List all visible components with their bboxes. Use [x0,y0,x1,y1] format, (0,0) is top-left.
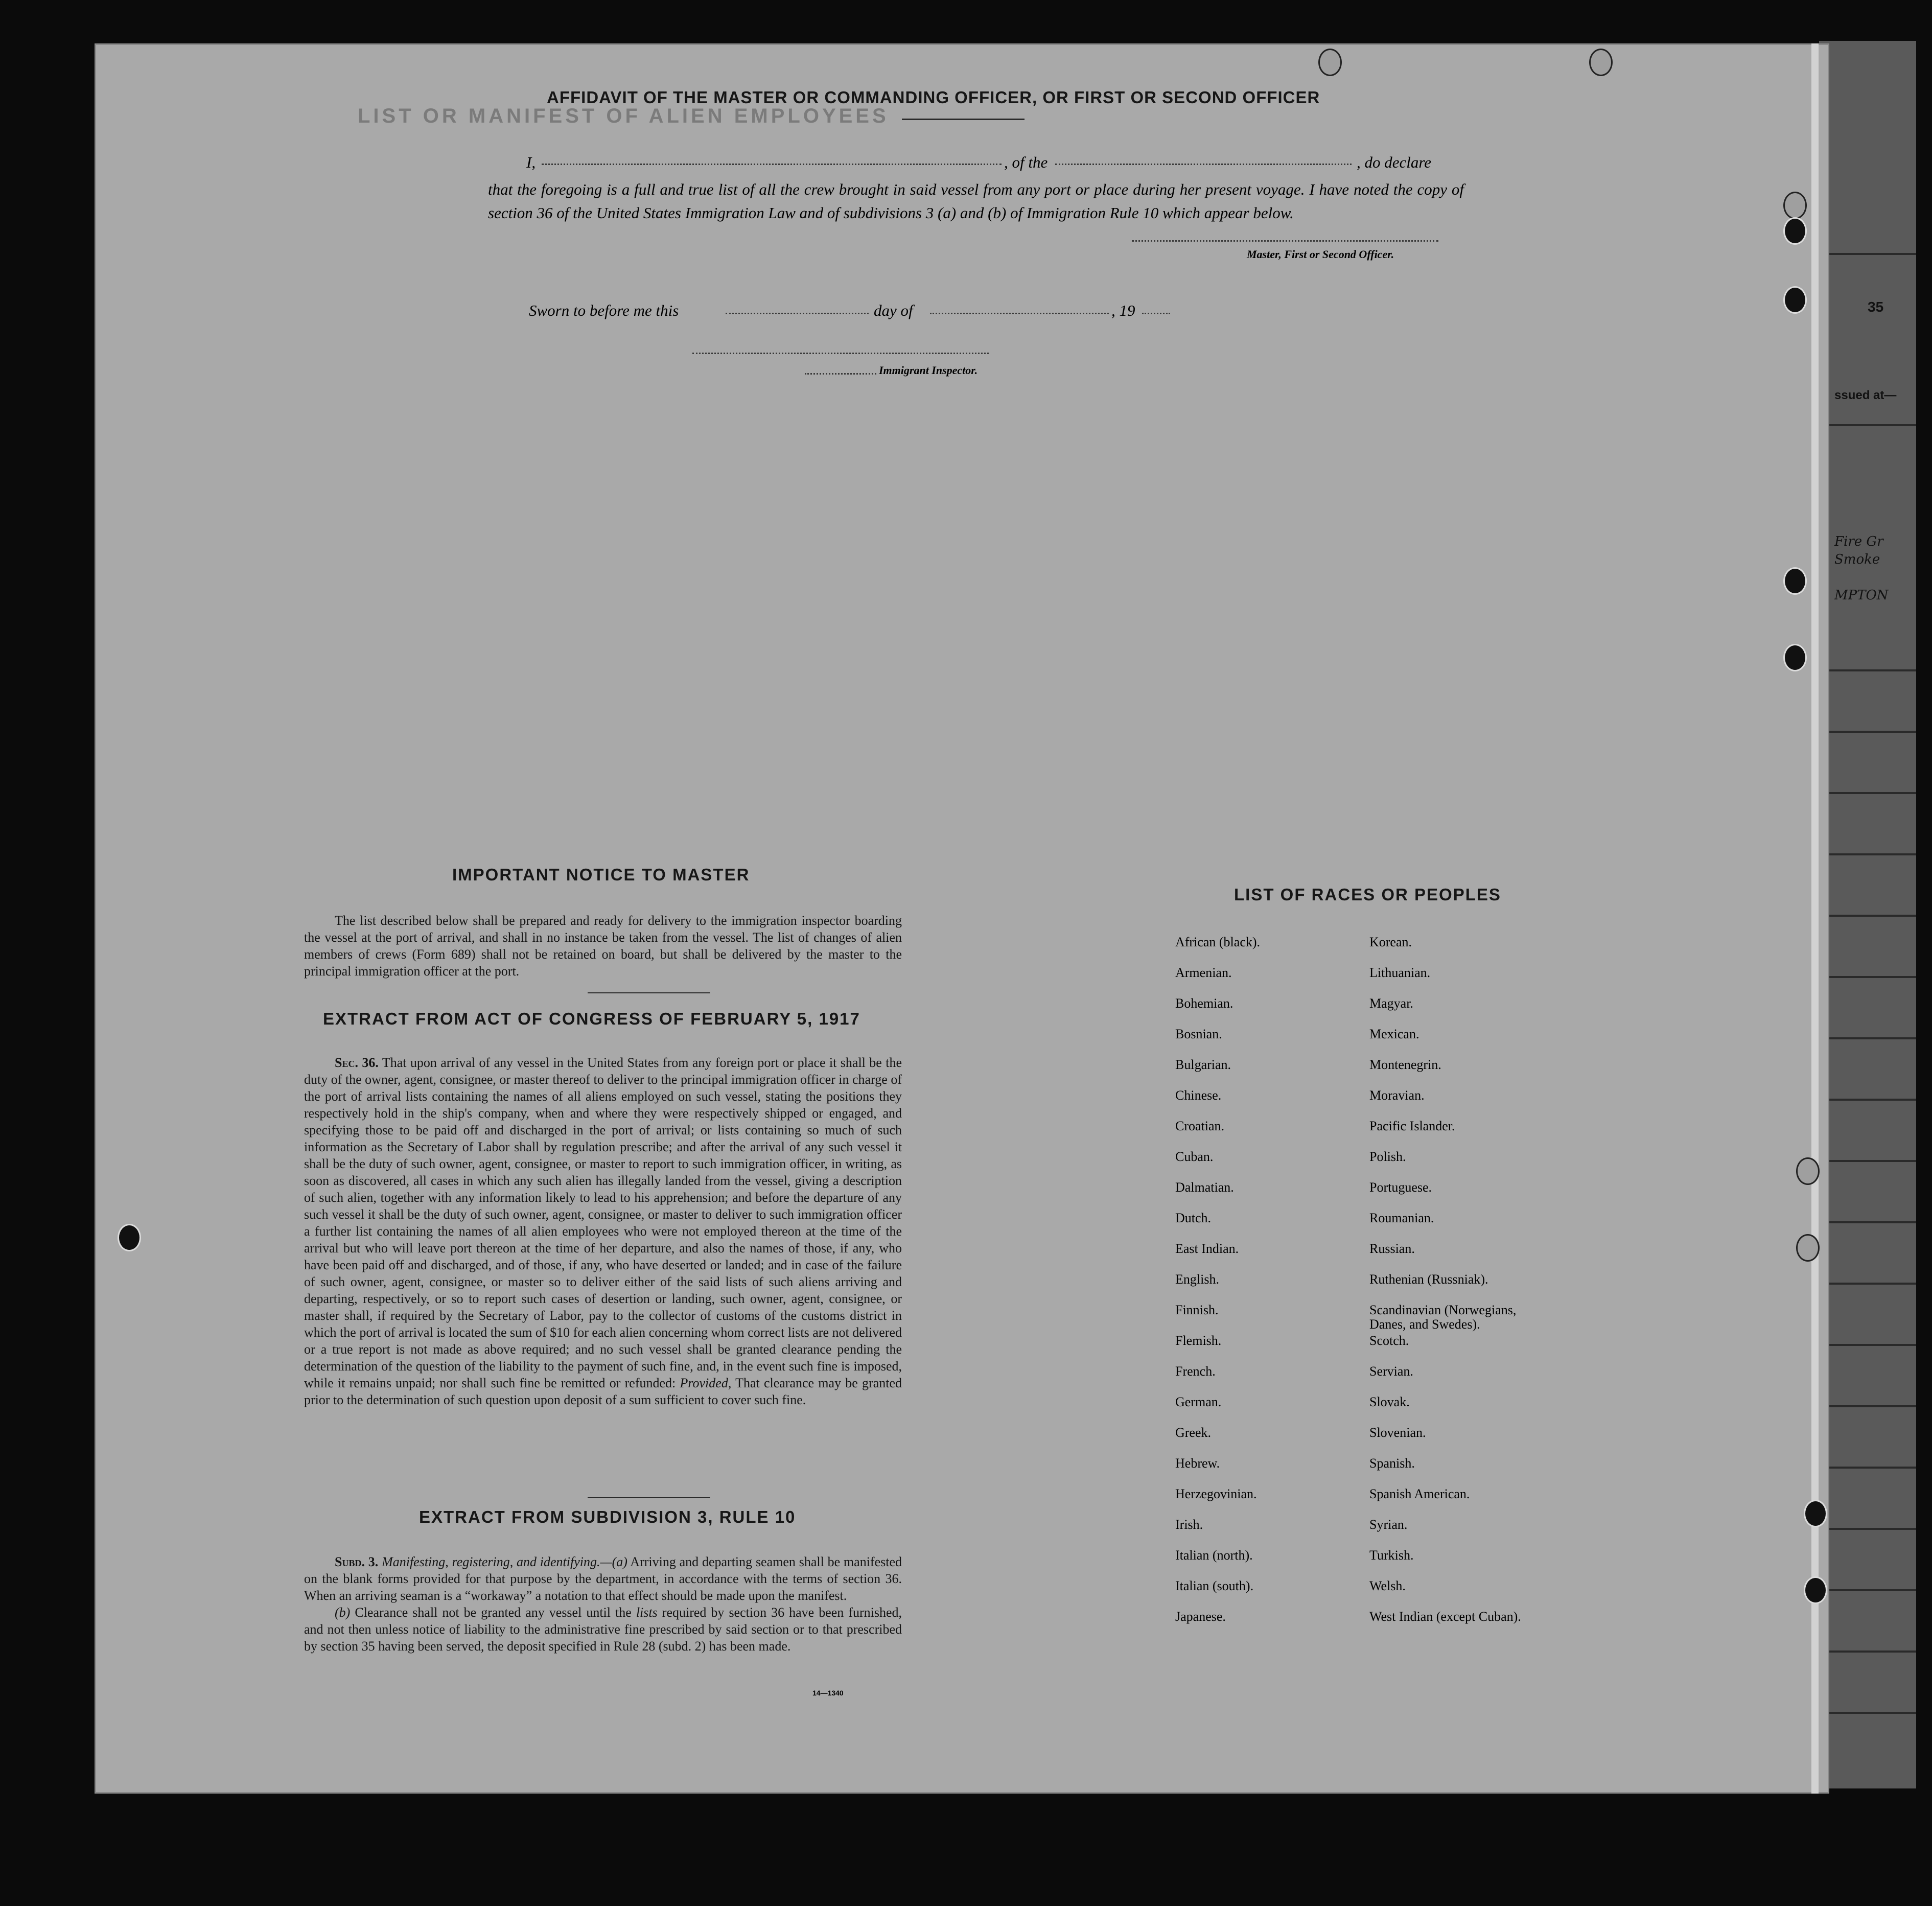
paragraph-b-text-cont: required by section 36 have been furnished, and not then unless notice of liability to the administrative fine prescribed by said section or to that prescribed by section 35 having been served, the deposit specified in Rule 28 (subd. 2) has been made. [304,1605,902,1654]
races-title: LIST OF RACES OR PEOPLES [1234,885,1501,904]
punch-hole [1783,286,1807,314]
race-item: Turkish. [1369,1548,1414,1563]
race-item: Flemish. [1175,1333,1222,1348]
race-item: Lithuanian. [1369,965,1431,980]
race-item: Herzegovinian. [1175,1486,1257,1501]
sworn-prefix: Sworn to before me this [529,301,679,319]
race-item: West Indian (except Cuban). [1369,1609,1521,1624]
sworn-month-blank [930,313,1109,314]
race-item: Bosnian. [1175,1027,1222,1041]
race-item: Spanish. [1369,1456,1415,1471]
race-item: Ruthenian (Russniak). [1369,1272,1488,1287]
edge-text: ssued at— [1834,388,1897,402]
race-item: English. [1175,1272,1219,1287]
signature-blank [1132,240,1438,242]
affidavit-title: AFFIDAVIT OF THE MASTER OR COMMANDING OFFICER, OR FIRST OR SECOND OFFICER [547,88,1320,107]
race-item: Japanese. [1175,1609,1226,1624]
race-item: Roumanian. [1369,1211,1434,1225]
inspector-lead [805,373,876,375]
race-item: Scandinavian (Norwegians, Danes, and Swedes). [1369,1303,1517,1332]
section-divider [588,992,710,993]
race-item: Slovak. [1369,1394,1410,1409]
inspector-caption: Immigrant Inspector. [879,364,978,377]
punch-hole [1783,567,1807,595]
paragraph-a-text: Arriving and departing seamen shall be manifested on the blank forms provided for that purpose by the department, in accordance with the terms of section 36. When an arriving seaman is a “workaway” a notation to that effect should be made upon the manifest. [304,1554,902,1603]
paragraph-b-lists: lists [636,1605,658,1620]
section-label: Sec. 36. [335,1055,379,1070]
punch-hole [1804,1500,1827,1527]
race-item: Armenian. [1175,965,1232,980]
race-item: Montenegrin. [1369,1057,1441,1072]
race-item: Bohemian. [1175,996,1233,1011]
handwritten-note: MPTON [1834,588,1889,603]
race-item: African (black). [1175,935,1261,949]
rule-paragraph-a [304,1553,902,1604]
punch-hole [1783,192,1807,219]
form-number: 14—1340 [812,1689,844,1697]
race-item: Magyar. [1369,996,1413,1011]
race-item: German. [1175,1394,1222,1409]
page-edge [1811,43,1819,1794]
race-item: Servian. [1369,1364,1413,1379]
name-blank [542,164,1002,165]
proviso-label: Provided, [680,1376,732,1390]
title-underline [902,119,1025,120]
race-item: Chinese. [1175,1088,1222,1103]
paragraph-b-label: (b) [335,1605,351,1620]
act-paragraph [304,1054,902,1408]
subdivision-heading: Manifesting, registering, and identifying.—(a) [382,1554,627,1569]
punch-hole [1783,217,1807,245]
handwritten-note: Fire Gr [1834,534,1883,549]
race-item: Russian. [1369,1241,1415,1256]
race-item: Hebrew. [1175,1456,1220,1471]
affidavit-i-label: I, [526,153,536,171]
signature-caption: Master, First or Second Officer. [1247,248,1394,261]
notice-paragraph: The list described below shall be prepared and ready for delivery to the immigration inspector boarding the vessel at the port of arrival, and shall in no instance be taken from the vessel. The list of changes of alien members of crews (Form 689) shall not be retained on board, but shall be delivered by the master to the principal immigration officer at the port. [304,913,902,979]
race-item: Scotch. [1369,1333,1409,1348]
race-item: Greek. [1175,1425,1212,1440]
race-item: Cuban. [1175,1149,1214,1164]
punch-hole [118,1224,141,1251]
paragraph-b-text: Clearance shall not be granted any vessel until the [355,1605,632,1620]
edge-number: 35 [1868,299,1884,315]
sworn-day-label: day of [874,301,913,319]
affidavit-declare-label: , do declare [1357,153,1432,171]
sworn-year-label: , 19 [1111,301,1135,319]
race-item: Dutch. [1175,1211,1212,1225]
race-item: Welsh. [1369,1578,1406,1593]
race-item: East Indian. [1175,1241,1239,1256]
underlying-sheet [1819,41,1916,1788]
race-item: Irish. [1175,1517,1203,1532]
race-item: Spanish American. [1369,1486,1470,1501]
subdivision-label: Subd. 3. [335,1554,379,1569]
race-item: Bulgarian. [1175,1057,1231,1072]
race-item: Slovenian. [1369,1425,1426,1440]
sworn-day-blank [726,313,869,314]
race-item: Italian (north). [1175,1548,1253,1563]
sworn-year-blank [1142,313,1170,314]
affidavit-body: that the foregoing is a full and true list of all the crew brought in said vessel from any port or place during her present voyage. I have noted the copy of section 36 of the United States Immigration Law and of subdivisions 3 (a) and (b) of Immigration Rule 10 which appear below. [488,180,1464,222]
race-item: Syrian. [1369,1517,1408,1532]
section-text: That upon arrival of any vessel in the United States from any foreign port or place it shall be the duty of the owner, agent, consignee, or master thereof to deliver to the principal immigration officer in charge of the port of arrival lists containing the names of all aliens employed on such vessel, stating the positions they respectively hold in the ship's company, when and where they were respectively shipped or engaged, and specifying those to be paid off and discharged in the port of arrival; or lists containing so much of such information as the Secretary of Labor shall by regulation prescribe; and after the arrival of any such vessel it shall be the duty of such owner, agent, consignee, or master to report to such immigration officer, in writing, as soon as discovered, all cases in which any such alien has illegally landed from the vessel, giving a description of such alien, together with any information likely to lead to his apprehension; and before the departure of any such vessel it shall be the duty of such owner, agent, consignee, or master to deliver to such immigration officer a further list containing the names of all alien employees who were not employed thereon at the time of the arrival but who will leave port thereon at the time of her departure, and also the names of those, if any, who have been paid off and discharged, and of those, if any, who have deserted or landed; and in case of the failure of such owner, agent, consignee, or master so to deliver either of the said lists of such aliens arriving and departing, respectively, or so to report such cases of desertion or landing, such owner, agent, consignee, or master shall, if required by the Secretary of Labor, pay to the collector of customs of the customs district in which the port of arrival is located the sum of $10 for each alien concerning whom correct lists are not delivered or a true report is not made as above required; and no such vessel shall be granted clearance pending the determination of the question of the liability to the payment of such fine, and, in the event such fine is imposed, while it remains unpaid; nor shall such fine be remitted or refunded: [304,1055,902,1390]
inspector-blank [692,353,989,354]
section-divider [588,1497,710,1498]
race-item: Polish. [1369,1149,1406,1164]
punch-hole [1589,49,1613,76]
race-item: Korean. [1369,935,1412,949]
race-item: Portuguese. [1369,1180,1432,1195]
race-item: Italian (south). [1175,1578,1254,1593]
race-item: Croatian. [1175,1119,1225,1133]
act-body [304,1054,902,1408]
race-item: Moravian. [1369,1088,1425,1103]
race-item: Pacific Islander. [1369,1119,1455,1133]
handwritten-note: Smoke [1834,552,1880,567]
act-title: EXTRACT FROM ACT OF CONGRESS OF FEBRUARY 5, 1917 [323,1009,860,1028]
punch-hole [1318,49,1342,76]
rule-title: EXTRACT FROM SUBDIVISION 3, RULE 10 [419,1507,796,1526]
punch-hole [1804,1576,1827,1604]
punch-hole [1796,1234,1820,1262]
bleed-through-heading: LIST OR MANIFEST OF ALIEN EMPLOYEES [358,105,889,127]
notice-body [304,912,902,980]
race-item: Finnish. [1175,1303,1219,1317]
punch-hole [1796,1157,1820,1185]
rule-paragraph-b [304,1604,902,1655]
rule-body [304,1553,902,1655]
punch-hole [1783,644,1807,671]
notice-title: IMPORTANT NOTICE TO MASTER [452,865,750,884]
race-item: Mexican. [1369,1027,1419,1041]
vessel-blank [1055,164,1352,165]
race-item: Dalmatian. [1175,1180,1234,1195]
race-item: French. [1175,1364,1216,1379]
affidavit-of-label: , of the [1004,153,1048,171]
proviso-text: That clearance may be granted prior to the determination of such question upon deposit of a sum sufficient to cover such fine. [304,1376,902,1407]
